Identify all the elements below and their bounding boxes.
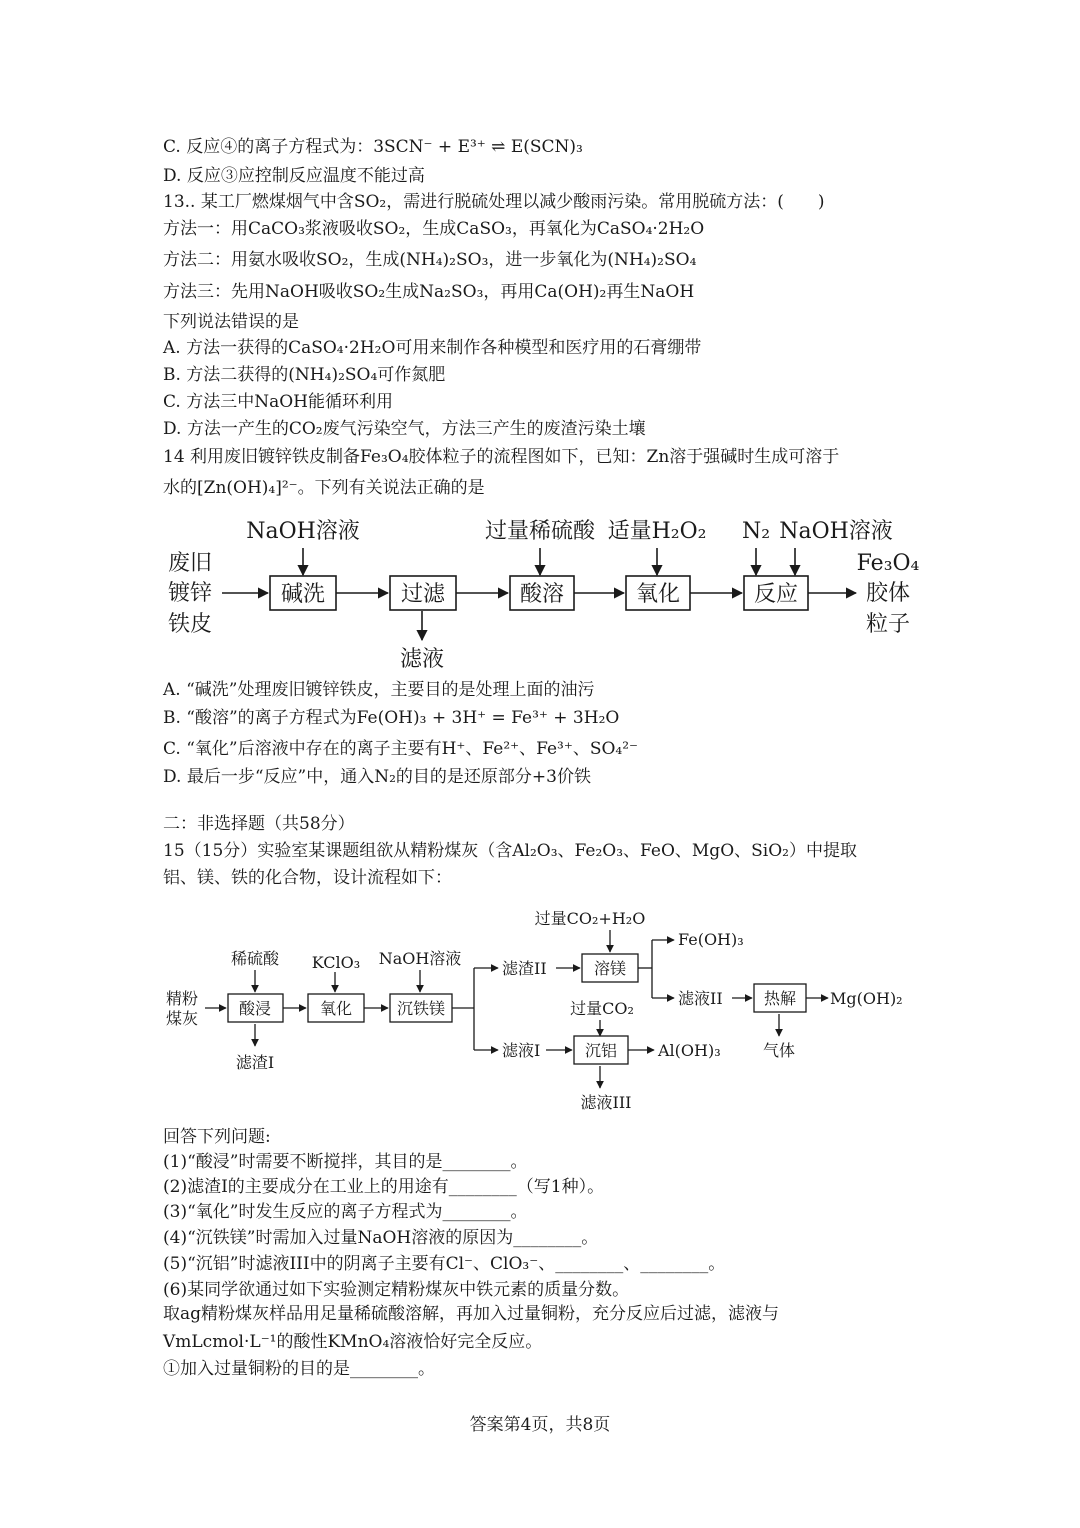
fc2-co2h2o: 过量CO₂+H₂O — [534, 909, 646, 928]
start-label-1: 废旧 — [168, 551, 213, 576]
q15-intro: 回答下列问题: — [163, 1127, 271, 1147]
fc2-sink: 沉铁镁 — [396, 999, 446, 1018]
fc2-sinkal: 沉铝 — [584, 1041, 618, 1060]
q13-method-1: 方法一：用CaCO₃浆液吸收SO₂，生成CaSO₃，再氧化为CaSO₄·2H₂O — [163, 219, 705, 239]
q14-option-a: A. “碱洗”处理废旧镀锌铁皮，主要目的是处理上面的油污 — [163, 680, 595, 700]
q15-sub-8: VmLcmol·L⁻¹的酸性KMnO₄溶液恰好完全反应。 — [163, 1332, 543, 1352]
step-3: 酸溶 — [519, 582, 565, 607]
step-1: 碱洗 — [280, 582, 326, 607]
q15-stem-line2: 铝、镁、铁的化合物，设计流程如下： — [163, 868, 452, 888]
q13-method-2: 方法二：用氨水吸收SO₂，生成(NH₄)₂SO₃，进一步氧化为(NH₄)₂SO₄ — [163, 250, 697, 270]
q13-option-d: D. 方法一产生的CO₂废气污染空气，方法三产生的废渣污染土壤 — [163, 419, 646, 439]
fc2-filtrate3: 滤液III — [580, 1093, 632, 1112]
product-label-3: 粒子 — [865, 612, 911, 637]
q13-stem: 13.. 某工厂燃煤烟气中含SO₂，需进行脱硫处理以减少酸雨污染。常用脱硫方法：( ) — [163, 192, 825, 212]
q15-sub-6: (6)某同学欲通过如下实验测定精粉煤灰中铁元素的质量分数。 — [163, 1280, 630, 1300]
q15-sub-4: (4)“沉铁镁”时需加入过量NaOH溶液的原因为________。 — [163, 1228, 599, 1248]
q13-option-c: C. 方法三中NaOH能循环利用 — [163, 392, 393, 412]
step-4: 氧化 — [635, 582, 681, 607]
q15-sub-5: (5)“沉铝”时滤液III中的阴离子主要有Cl⁻、ClO₃⁻、________、________。 — [163, 1254, 726, 1274]
step-2: 过滤 — [400, 582, 446, 607]
q15-sub-9: ①加入过量铜粉的目的是________。 — [163, 1359, 435, 1379]
fc2-residue1: 滤渣I — [235, 1053, 275, 1072]
step-5: 反应 — [753, 582, 799, 607]
q15-sub-2: (2)滤渣I的主要成分在工业上的用途有________（写1种）。 — [163, 1177, 605, 1197]
section-heading: 二：非选择题（共58分） — [163, 814, 355, 834]
fc2-dissolve: 溶镁 — [593, 959, 627, 978]
fc2-leach: 酸浸 — [238, 999, 272, 1018]
q13-option-a: A. 方法一获得的CaSO₄·2H₂O可用来制作各种模型和医疗用的石膏绷带 — [163, 338, 702, 358]
fc2-start-1: 精粉 — [166, 989, 199, 1008]
reagent-3: 适量H₂O₂ — [607, 519, 707, 544]
start-label-2: 镀锌 — [168, 581, 213, 606]
fc2-start-2: 煤灰 — [166, 1009, 199, 1028]
q15-sub-7: 取ag精粉煤灰样品用足量稀硫酸溶解，再加入过量铜粉，充分反应后过滤，滤液与 — [163, 1304, 780, 1324]
q13-question: 下列说法错误的是 — [163, 312, 299, 332]
byproduct-label: 滤液 — [399, 647, 445, 672]
reagent-1: NaOH溶液 — [246, 519, 360, 544]
product-label-1: Fe₃O₄ — [856, 551, 920, 576]
fc2-oxidize: 氧化 — [319, 999, 353, 1018]
product-label-2: 胶体 — [865, 581, 911, 606]
fc2-naoh: NaOH溶液 — [378, 949, 462, 968]
q13-option-b: B. 方法二获得的(NH₄)₂SO₄可作氮肥 — [163, 365, 446, 385]
q15-sub-3: (3)“氧化”时发生反应的离子方程式为________。 — [163, 1202, 528, 1222]
q14-stem-line1: 14 利用废旧镀锌铁皮制备Fe₃O₄胶体粒子的流程图如下，已知：Zn溶于强碱时生成可溶于 — [163, 447, 840, 467]
q15-stem-line1: 15（15分）实验室某课题组欲从精粉煤灰（含Al₂O₃、Fe₂O₃、FeO、MgO、SiO₂）中提取 — [163, 841, 857, 861]
reagent-2: 过量稀硫酸 — [484, 519, 596, 544]
reagent-4: N₂ — [741, 519, 771, 544]
q14-option-c: C. “氧化”后溶液中存在的离子主要有H⁺、Fe²⁺、Fe³⁺、SO₄²⁻ — [163, 739, 639, 759]
fc2-kclo3: KClO₃ — [311, 953, 361, 972]
q14-option-b: B. “酸溶”的离子方程式为Fe(OH)₃ + 3H⁺ = Fe³⁺ + 3H₂O — [163, 708, 620, 728]
fc2-aloh3: Al(OH)₃ — [658, 1041, 721, 1060]
fc2-mgoh2: Mg(OH)₂ — [830, 989, 903, 1008]
q14-stem-line2: 水的[Zn(OH)₄]²⁻。下列有关说法正确的是 — [163, 478, 485, 498]
fc2-filtrate1: 滤液I — [502, 1041, 541, 1060]
fc2-feoh3: Fe(OH)₃ — [678, 930, 744, 949]
q12-option-d: D. 反应③应控制反应温度不能过高 — [163, 166, 425, 186]
q14-option-d: D. 最后一步“反应”中，通入N₂的目的是还原部分+3价铁 — [163, 767, 591, 787]
q12-option-c: C. 反应④的离子方程式为：3SCN⁻ + E³⁺ ⇌ E(SCN)₃ — [163, 137, 583, 157]
start-label-3: 铁皮 — [168, 612, 213, 637]
fc2-gas: 气体 — [762, 1041, 796, 1060]
fc2-residue2: 滤渣II — [502, 959, 547, 978]
page-footer: 答案第4页，共8页 — [469, 1415, 611, 1435]
q15-sub-1: (1)“酸浸”时需要不断搅拌，其目的是________。 — [163, 1152, 528, 1172]
q13-method-3: 方法三：先用NaOH吸收SO₂生成Na₂SO₃，再用Ca(OH)₂再生NaOH — [163, 282, 695, 302]
fc2-acid: 稀硫酸 — [230, 949, 280, 968]
fc2-filtrate2: 滤液II — [678, 989, 723, 1008]
reagent-5: NaOH溶液 — [779, 519, 893, 544]
fc2-pyro: 热解 — [763, 989, 797, 1008]
fc2-co2: 过量CO₂ — [570, 999, 634, 1018]
